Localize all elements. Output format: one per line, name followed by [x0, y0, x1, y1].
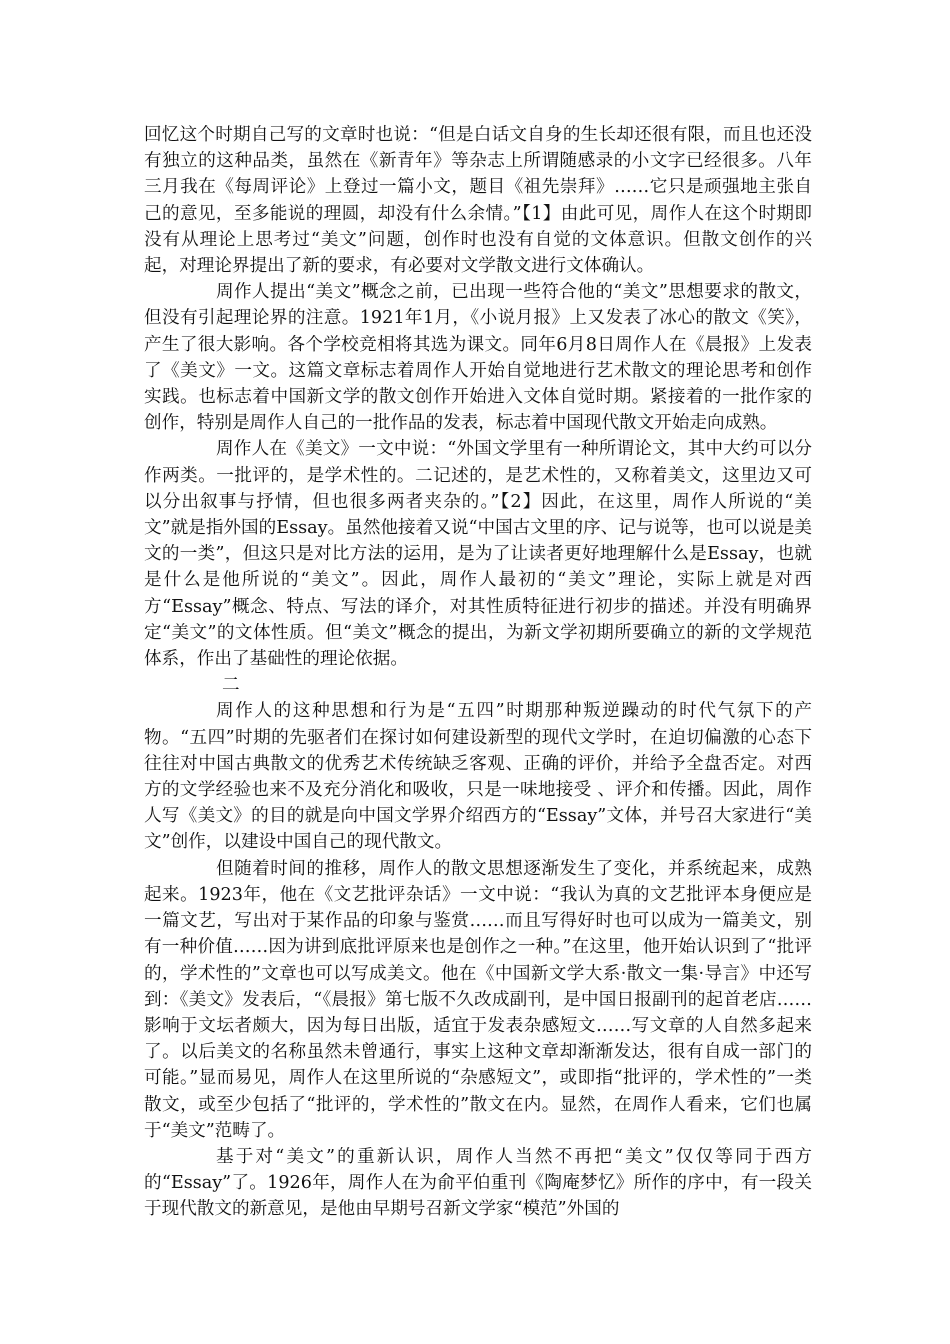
paragraph: 但随着时间的推移，周作人的散文思想逐渐发生了变化，并系统起来，成熟起来。1923年，他在《文艺批评杂话》一文中说：“我认为真的文艺批评本身便应是一篇文艺，写出对于某作品的印象与鉴赏……而且写得好时也可以成为一篇美文，别有一种价值……因为讲到底批评原来也是创作之一种。”在这里，他开始认识到了“批评的，学术性的”文章也可以写成美文。他在《中国新文学大系·散文一集·导言》中还写到：《美文》发表后，“《晨报》第七版不久改成副刊，是中国日报副刊的起首老店……影响于文坛者颇大，因为每日出版，适宜于发表杂感短文……写文章的人自然多起来了。以后美文的名称虽然未曾通行，事实上这种文章却渐渐发达，很有自成一部门的可能。”显而易见，周作人在这里所说的“杂感短文”，或即指“批评的，学术性的”一类散文，或至少包括了“批评的，学术性的”散文在内。显然，在周作人看来，它们也属于“美文”范畴了。 — [144, 858, 812, 1141]
paragraph: 周作人提出“美文”概念之前，已出现一些符合他的“美文”思想要求的散文，但没有引起理论界的注意。1921年1月，《小说月报》上又发表了冰心的散文《笑》，产生了很大影响。各个学校竞相将其选为课文。同年6月8日周作人在《晨报》上发表了《美文》一文。这篇文章标志着周作人开始自觉地进行艺术散文的理论思考和创作实践。也标志着中国新文学的散文创作开始进入文体自觉时期。紧接着的一批作家的创作，特别是周作人自己的一批作品的发表，标志着中国现代散文开始走向成熟。 — [144, 282, 812, 434]
document-page — [144, 122, 812, 1223]
paragraph: 基于对“美文”的重新认识，周作人当然不再把“美文”仅仅等同于西方的“Essay”了。1926年，周作人在为俞平伯重刊《陶庵梦忆》所作的序中，有一段关于现代散文的新意见，是他由早期号召新文学家“模范”外国的 — [144, 1146, 812, 1220]
paragraph: 周作人在《美文》一文中说：“外国文学里有一种所谓论文，其中大约可以分作两类。一批评的，是学术性的。二记述的，是艺术性的，又称着美文，这里边又可以分出叙事与抒情，但也很多两者夹杂的。”【2】因此，在这里，周作人所说的“美文”就是指外国的Essay。虽然他接着又说“中国古文里的序、记与说等，也可以说是美文的一类”，但这只是对比方法的运用，是为了让读者更好地理解什么是Essay，也就是什么是他所说的“美文”。因此，周作人最初的“美文”理论，实际上就是对西方“Essay”概念、特点、写法的译介，对其性质特征进行初步的描述。并没有明确界定“美文”的文体性质。但“美文”概念的提出，为新文学初期所要确立的新的文学规范体系，作出了基础性的理论依据。 — [144, 439, 812, 670]
section-heading: 二 — [222, 675, 240, 696]
paragraph: 回忆这个时期自己写的文章时也说：“但是白话文自身的生长却还很有限，而且也还没有独立的这种品类，虽然在《新青年》等杂志上所谓随感录的小文字已经很多。八年三月我在《每周评论》上登过一篇小文，题目《祖先崇拜》……它只是顽强地主张自己的意见，至多能说的理圆，却没有什么余情。”【1】由此可见，周作人在这个时期即没有从理论上思考过“美文”问题，创作时也没有自觉的文体意识。但散文创作的兴起，对理论界提出了新的要求，有必要对文学散文进行文体确认。 — [144, 125, 812, 277]
paragraph: 周作人的这种思想和行为是“五四”时期那种叛逆躁动的时代气氛下的产物。“五四”时期的先驱者们在探讨如何建设新型的现代文学时，在迫切偏激的心态下往往对中国古典散文的优秀艺术传统缺乏客观、正确的评价，并给予全盘否定。对西方的文学经验也来不及充分消化和吸收，只是一味地接受 、评介和传播。因此，周作人写《美文》的目的就是向中国文学界介绍西方的“Essay”文体，并号召大家进行“美文”创作，以建设中国自己的现代散文。 — [144, 701, 812, 853]
